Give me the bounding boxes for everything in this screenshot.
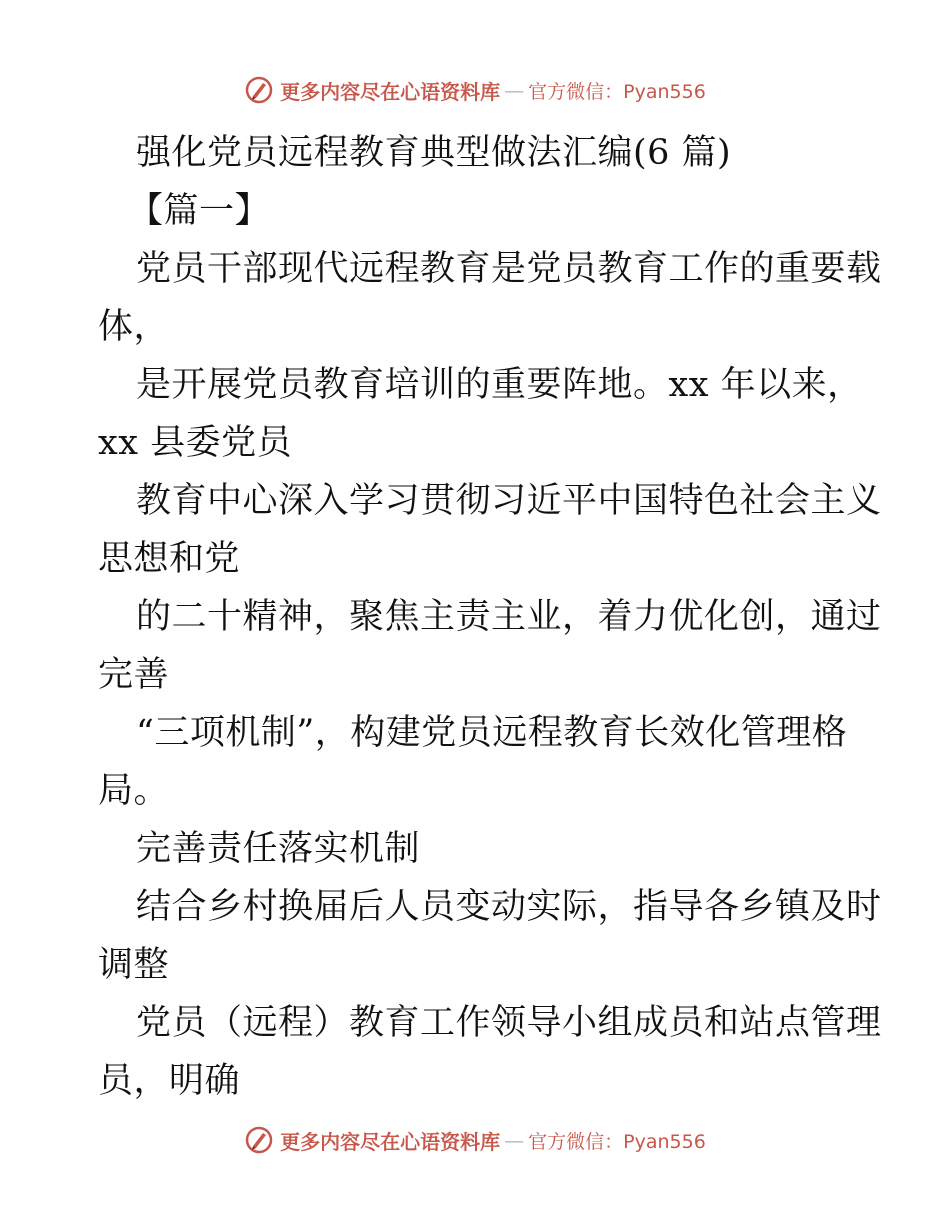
- document-title: 强化党员远程教育典型做法汇编(6 篇): [136, 133, 732, 173]
- section-heading: 【篇一】: [128, 191, 271, 231]
- paragraph-line: 体，: [98, 307, 170, 347]
- pen-logo-icon: [244, 75, 274, 105]
- paragraph-line: 调整: [98, 945, 170, 985]
- document-body: [98, 124, 882, 1110]
- paragraph-line: 党员（远程）教育工作领导小组成员和站点管理: [136, 1003, 882, 1043]
- paragraph-line: 思想和党: [98, 539, 241, 579]
- banner-dash: —: [504, 1128, 525, 1152]
- paragraph-line: “三项机制”，构建党员远程教育长效化管理格: [136, 713, 848, 753]
- subheading-line: 完善责任落实机制: [136, 829, 421, 869]
- banner-dash: —: [504, 78, 525, 102]
- paragraph-line: 员，明确: [98, 1061, 241, 1101]
- paragraph-line: xx 县委党员: [98, 423, 293, 463]
- brand-text: 更多内容尽在心语资料库: [280, 79, 501, 104]
- pen-logo-icon: [244, 1125, 274, 1155]
- paragraph-line: 局。: [98, 771, 170, 811]
- paragraph-line: 教育中心深入学习贯彻习近平中国特色社会主义: [136, 481, 882, 521]
- paragraph-line: 完善: [98, 655, 170, 695]
- header-watermark-banner: [0, 70, 950, 110]
- contact-text: 官方微信：Pyan556: [528, 1130, 706, 1153]
- paragraph-line: 结合乡村换届后人员变动实际，指导各乡镇及时: [136, 887, 882, 927]
- paragraph-line: 党员干部现代远程教育是党员教育工作的重要载: [136, 249, 882, 289]
- contact-text: 官方微信：Pyan556: [528, 80, 706, 103]
- brand-text: 更多内容尽在心语资料库: [280, 1129, 501, 1154]
- paragraph-line: 的二十精神，聚焦主责主业，着力优化创，通过: [136, 597, 882, 637]
- footer-watermark-banner: [0, 1120, 950, 1160]
- paragraph-line: 是开展党员教育培训的重要阵地。xx 年以来，: [136, 365, 863, 405]
